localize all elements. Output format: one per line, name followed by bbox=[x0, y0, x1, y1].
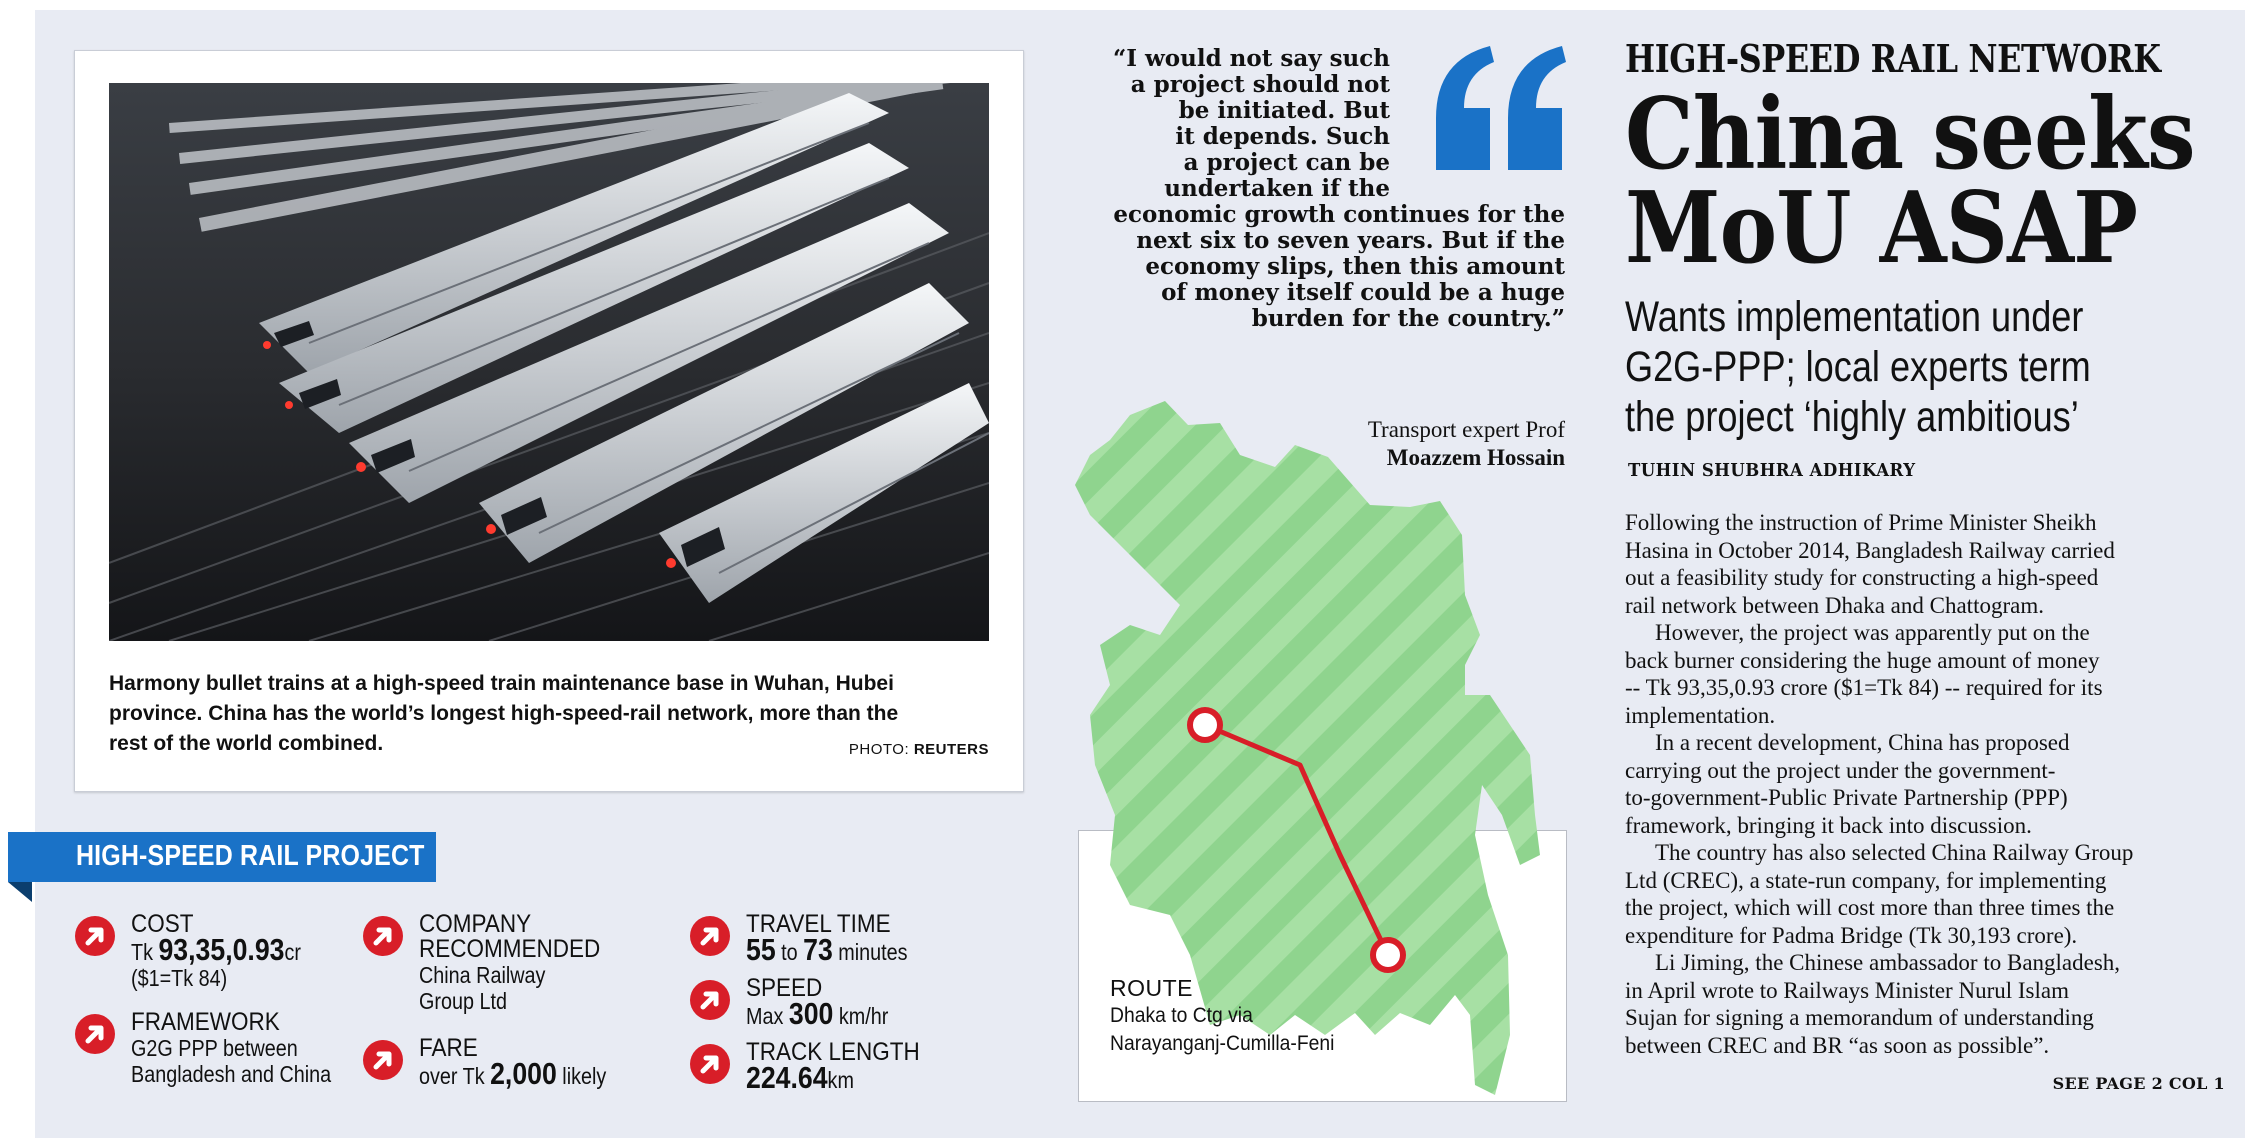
credit-source: REUTERS bbox=[913, 741, 989, 758]
quote-line: next six to seven years. But if the bbox=[1136, 227, 1565, 254]
fact-value: 224.64km bbox=[746, 1060, 854, 1095]
arrow-bullet-icon bbox=[75, 916, 115, 956]
photo-card bbox=[74, 50, 1024, 792]
deck bbox=[1625, 292, 2091, 442]
headline-line: MoU ASAP bbox=[1625, 171, 2138, 286]
body-line: between CREC and BR “as soon as possible”. bbox=[1625, 1032, 2050, 1058]
deck-line: the project ‘highly ambitious’ bbox=[1625, 393, 2079, 441]
arrow-bullet-icon bbox=[690, 1044, 730, 1084]
attribution-role: Transport expert Prof bbox=[1367, 417, 1565, 442]
body-line: However, the project was apparently put on the bbox=[1655, 620, 2090, 645]
credit-prefix: PHOTO: bbox=[848, 741, 914, 758]
body-line: Ltd (CREC), a state-run company, for implementing bbox=[1625, 867, 2107, 893]
photo-credit bbox=[849, 741, 989, 758]
headline bbox=[1625, 77, 2195, 286]
quote-line: “I would not say such bbox=[1113, 45, 1390, 72]
fact-label: FRAMEWORK bbox=[131, 1008, 280, 1036]
body-line: to-government-Public Private Partnership (PPP) bbox=[1625, 785, 2068, 810]
headline-line: China seeks bbox=[1625, 77, 2195, 192]
fact-label: FARE bbox=[419, 1034, 478, 1062]
fact-label: COST bbox=[131, 910, 194, 938]
body-line: Following the instruction of Prime Minister Sheikh bbox=[1625, 510, 2097, 535]
body-line: in April wrote to Railways Minister Nurul Islam bbox=[1625, 977, 2069, 1003]
fact-value: Max 300 km/hr bbox=[746, 996, 889, 1031]
body-line: In a recent development, China has proposed bbox=[1655, 730, 2070, 755]
fact-value: 55 to 73 minutes bbox=[746, 932, 908, 967]
fact-value: China Railway bbox=[419, 962, 546, 988]
kicker: HIGH-SPEED RAIL NETWORK bbox=[1625, 36, 2161, 81]
attribution-name: Moazzem Hossain bbox=[1386, 445, 1565, 470]
caption-line: province. China has the world’s longest high-speed-rail network, more than the bbox=[109, 702, 899, 725]
route-legend bbox=[1110, 974, 1354, 1058]
quote-line: economy slips, then this amount bbox=[1145, 253, 1565, 280]
quote-line: it depends. Such bbox=[1175, 123, 1390, 150]
body-line: Li Jiming, the Chinese ambassador to Bangladesh, bbox=[1655, 950, 2121, 975]
body-line: out a feasibility study for constructing a high-speed bbox=[1625, 565, 2099, 590]
project-box-title bbox=[8, 832, 436, 882]
quote-line: burden for the country.” bbox=[1251, 305, 1565, 332]
fact-value: G2G PPP between bbox=[131, 1035, 298, 1061]
fact-note: ($1=Tk 84) bbox=[131, 965, 228, 991]
route-line: Narayanganj-Cumilla-Feni bbox=[1110, 1032, 1335, 1055]
body-line: rail network between Dhaka and Chattogram. bbox=[1625, 592, 2044, 618]
body-line: carrying out the project under the government- bbox=[1625, 757, 2056, 783]
body-line: The country has also selected China Railway Group bbox=[1655, 840, 2134, 865]
body-line: Hasina in October 2014, Bangladesh Railway carried bbox=[1625, 537, 2115, 563]
dhaka-marker bbox=[1190, 710, 1220, 740]
arrow-bullet-icon bbox=[75, 1014, 115, 1054]
arrow-bullet-icon bbox=[363, 1040, 403, 1080]
arrow-bullet-icon bbox=[690, 916, 730, 956]
body-line: -- Tk 93,35,0.93 crore ($1=Tk 84) -- required for its bbox=[1625, 675, 2103, 700]
bullet-trains-photo bbox=[109, 83, 989, 641]
byline: TUHIN SHUBHRA ADHIKARY bbox=[1628, 460, 1916, 481]
quote-line: undertaken if the bbox=[1164, 175, 1390, 202]
fact-label: RECOMMENDED bbox=[419, 935, 601, 963]
body-line: Sujan for signing a memorandum of understanding bbox=[1625, 1005, 2094, 1030]
quote-mark-icon bbox=[1430, 40, 1570, 190]
body-line: framework, bringing it back into discussion. bbox=[1625, 812, 2032, 838]
arrow-bullet-icon bbox=[690, 980, 730, 1020]
quote-line: a project should not bbox=[1130, 71, 1390, 98]
continued-on-link[interactable]: SEE PAGE 2 COL 1 bbox=[2052, 1074, 2225, 1093]
route-line: Dhaka to Ctg via bbox=[1110, 1004, 1253, 1027]
fact-label: SPEED bbox=[746, 974, 823, 1002]
fact-value: Bangladesh and China bbox=[131, 1061, 332, 1087]
caption-line: rest of the world combined. bbox=[109, 732, 384, 755]
route-label: ROUTE bbox=[1110, 975, 1193, 1001]
body-line: expenditure for Padma Bridge (Tk 30,193 crore). bbox=[1625, 922, 2078, 948]
body-line: implementation. bbox=[1625, 702, 1776, 728]
fact-value: Tk 93,35,0.93cr bbox=[131, 932, 301, 967]
quote-line: of money itself could be a huge bbox=[1161, 279, 1565, 306]
quote-line: economic growth continues for the bbox=[1113, 201, 1565, 228]
body-line: the project, which will cost more than three times the bbox=[1625, 895, 2115, 920]
ribbon-fold bbox=[8, 882, 32, 902]
caption-line: Harmony bullet trains at a high-speed train maintenance base in Wuhan, Hubei bbox=[109, 672, 894, 695]
fact-label: TRAVEL TIME bbox=[746, 910, 891, 938]
fact-value: Group Ltd bbox=[419, 988, 507, 1014]
fact-value: over Tk 2,000 likely bbox=[419, 1056, 607, 1091]
quote-line: a project can be bbox=[1183, 149, 1390, 176]
project-box-title-text: HIGH-SPEED RAIL PROJECT bbox=[76, 840, 425, 872]
arrow-bullet-icon bbox=[363, 916, 403, 956]
fact-label: COMPANY bbox=[419, 910, 532, 938]
chattogram-marker bbox=[1373, 940, 1403, 970]
deck-line: G2G-PPP; local experts term bbox=[1625, 343, 2091, 391]
quote-line: be initiated. But bbox=[1178, 97, 1390, 124]
article-body bbox=[1625, 509, 2210, 1059]
deck-line: Wants implementation under bbox=[1625, 293, 2084, 341]
body-line: back burner considering the huge amount of money bbox=[1625, 647, 2100, 673]
fact-label: TRACK LENGTH bbox=[746, 1038, 920, 1066]
